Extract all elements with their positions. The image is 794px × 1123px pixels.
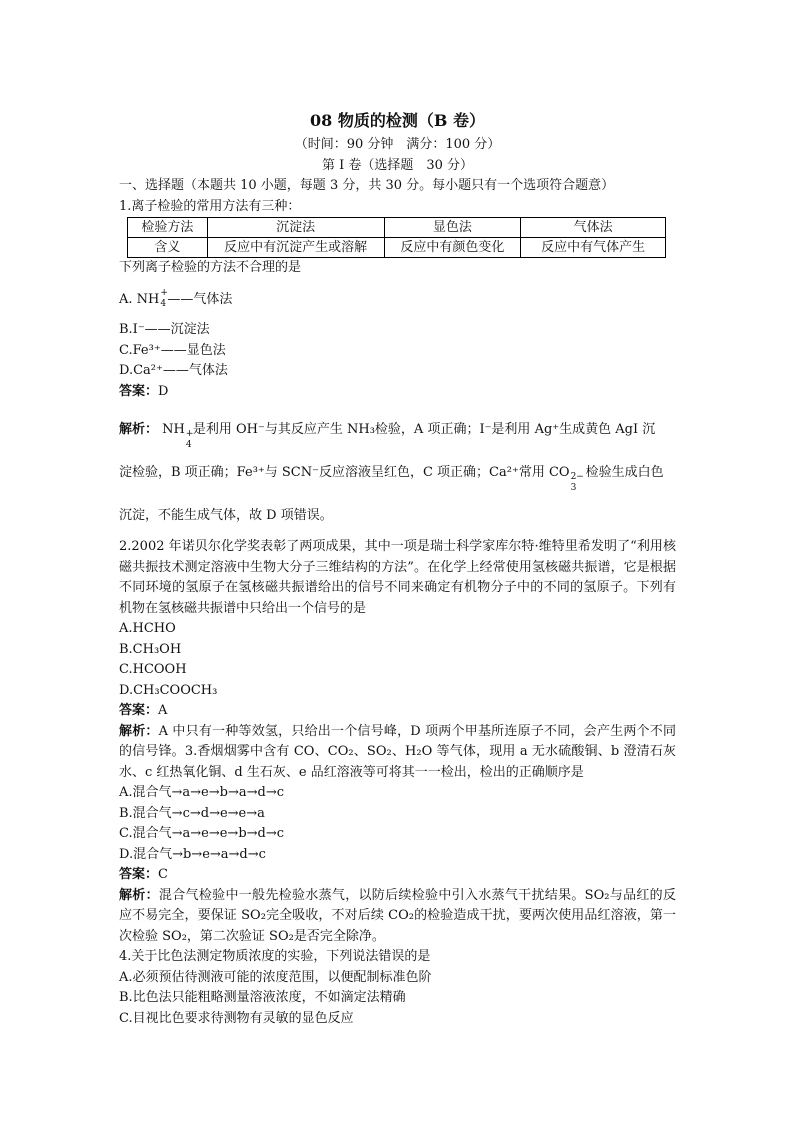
q2-option-d: D.CH₃COOCH₃ [119, 682, 218, 698]
q3-analysis [119, 886, 676, 948]
q2-analysis [119, 722, 676, 784]
q4-option-b: B.比色法只能粗略测量溶液浓度，不如滴定法精确 [119, 990, 406, 1005]
q3-option-c: C.混合气→a→e→e→b→d→c [119, 826, 285, 841]
ion-charge: 2− 3 [570, 472, 584, 493]
table-cell: 沉淀法 [207, 218, 384, 238]
analysis-text: 检验生成白色 [585, 465, 664, 480]
detection-methods-table [127, 217, 666, 258]
analysis-label: 解析： [119, 723, 159, 739]
q1-question: 下列离子检验的方法不合理的是 [119, 260, 302, 275]
table-cell: 显色法 [384, 218, 521, 238]
analysis-text: NH [158, 422, 185, 437]
time-info: （时间：90 分钟 满分：100 分） [294, 137, 501, 152]
analysis-text: A 中只有一种等效氢，只给出一个信号峰，D 项两个甲基所连原子不同，会产生两个不同的信号锋。 [119, 723, 676, 759]
page-title: 08 物质的检测（B 卷） [310, 111, 485, 130]
answer-label: 答案： [119, 703, 159, 718]
ion-charge: + 4 [160, 287, 168, 309]
table-cell: 气体法 [521, 218, 666, 238]
analysis-text: 淀检验，B 项正确；Fe³⁺与 SCN⁻反应溶液呈红色，C 项正确；Ca²⁺常用 CO [119, 465, 570, 480]
answer-value: C [158, 867, 168, 882]
option-text: ——气体法 [167, 291, 233, 307]
q1-answer [119, 382, 676, 403]
q3-option-d: D.混合气→b→e→a→d→c [119, 846, 266, 862]
q3-option-a: A.混合气→a→e→b→a→d→c [119, 785, 284, 800]
analysis-label: 解析： [119, 422, 159, 437]
q4-stem: 4.关于比色法测定物质浓度的实验，下列说法错误的是 [119, 949, 431, 964]
q2-answer [119, 701, 676, 722]
q3-option-b: B.混合气→c→d→e→e→a [119, 805, 265, 821]
q1-option-b: B.I⁻——沉淀法 [119, 322, 210, 337]
q3-stem: 3.香烟烟雾中含有 CO、CO₂、SO₂、H₂O 等气体，现用 a 无水硫酸铜、b 澄清石灰水、c 红热氧化铜、d 生石灰、e 品红溶液等可将其一一检出，检出的正确顺序是 [119, 744, 676, 780]
q4-option-c: C.目视比色要求待测物有灵敏的显色反应 [119, 1010, 354, 1026]
ion-charge: + 4 [185, 429, 194, 450]
table-row [128, 238, 666, 258]
analysis-label: 解析： [119, 887, 159, 903]
q1-stem: 1.离子检验的常用方法有三种： [119, 198, 301, 214]
analysis-text: 是利用 OH⁻与其反应产生 NH₃检验，A 项正确；I⁻是利用 Ag⁺生成黄色 AgI 沉 [192, 422, 656, 437]
document-page [119, 100, 676, 1029]
table-cell: 含义 [128, 238, 208, 258]
q1-analysis-line3: 沉淀，不能生成气体，故 D 项错误。 [119, 508, 333, 523]
answer-value: A [158, 703, 168, 718]
q2-option-c: C.HCOOH [119, 662, 187, 677]
section-heading: 第 Ⅰ 卷（选择题 30 分） [321, 158, 474, 173]
q1-option-a [119, 289, 676, 311]
table-cell: 检验方法 [128, 218, 208, 238]
q1-analysis-line1 [119, 408, 676, 451]
answer-label: 答案： [119, 383, 159, 399]
q1-option-c: C.Fe³⁺——显色法 [119, 342, 226, 358]
answer-value: D [158, 383, 169, 399]
q2-stem: 2.2002 年诺贝尔化学奖表彰了两项成果，其中一项是瑞士科学家库尔特·维特里希发明了“利用核磁共振技术测定溶液中生物大分子三维结构的方法”。在化学上经常使用氢核磁共振谱，它是根据不同环境的氢原子在氢核磁共振谱给出的信号不同来确定有机物分子中的不同的氢原子。下列有机物在氢核磁共振谱中只给出一个信号的是 [119, 539, 676, 616]
part-heading: 一、选择题（本题共 10 小题，每题 3 分，共 30 分。每小题只有一个选项符合题意） [119, 178, 615, 193]
option-text: A. NH [119, 291, 160, 307]
table-cell: 反应中有沉淀产生或溶解 [207, 238, 384, 258]
q1-option-d: D.Ca²⁺——气体法 [119, 363, 228, 378]
answer-label: 答案： [119, 867, 159, 882]
q2-option-a: A.HCHO [119, 621, 176, 636]
q4-option-a: A.必须预估待测液可能的浓度范围，以便配制标准色阶 [119, 969, 432, 985]
analysis-text: 混合气检验中一般先检验水蒸气，以防后续检验中引入水蒸气干扰结果。SO₂与品红的反应不易完全，要保证 SO₂完全吸收，不对后续 CO₂的检验造成干扰，要两次使用品红溶液，第一次检验 SO₂，第二次验证 SO₂是否完全除净。 [119, 887, 676, 944]
table-row [128, 218, 666, 238]
table-cell: 反应中有颜色变化 [384, 238, 521, 258]
q2-option-b: B.CH₃OH [119, 641, 182, 657]
q1-analysis-line2 [119, 451, 676, 494]
q3-answer [119, 865, 676, 886]
table-cell: 反应中有气体产生 [521, 238, 666, 258]
